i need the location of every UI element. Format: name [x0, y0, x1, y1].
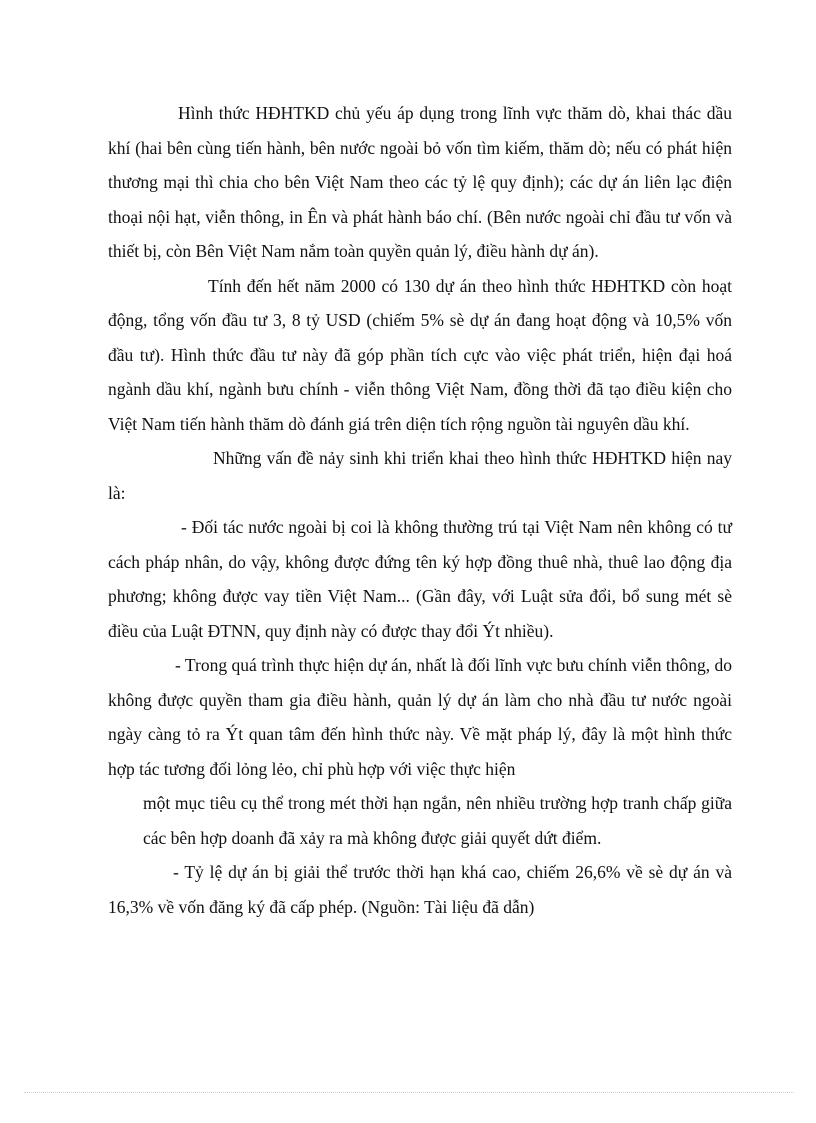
continuation-text: một mục tiêu cụ thể trong mét thời hạn ngắn, nên nhiều trường hợp tranh chấp giữa các bên hợp doanh đã xảy ra mà không được giải quyết dứt điểm. [143, 793, 732, 848]
paragraph-issues-intro: Những vấn đề nảy sinh khi triển khai theo hình thức HĐHTKD hiện nay là: [108, 448, 732, 503]
paragraph-hdhtkd-scope: Hình thức HĐHTKD chủ yếu áp dụng trong lĩnh vực thăm dò, khai thác dầu khí (hai bên cùng tiến hành, bên nước ngoài bỏ vốn tìm kiếm, thăm dò; nếu có phát hiện thương mại thì chia cho bên Việt Nam theo các tỷ lệ quy định); các dự án liên lạc điện thoại nội hạt, viễn thông, in Ên và phát hành báo chí. (Bên nước ngoài chỉ đầu tư vốn và thiết bị, còn Bên Việt Nam nắm toàn quyền quản lý, điều hành dự án). [108, 103, 732, 261]
paragraph-issue-legal-status: - Đối tác nước ngoài bị coi là không thường trú tại Việt Nam nên không có tư cách pháp nhân, do vậy, không được đứng tên ký hợp đồng thuê nhà, thuê lao động địa phương; không được vay tiền Việt Nam... (Gần đây, với Luật sửa đổi, bổ sung mét sè điều của Luật ĐTNN, quy định này có được thay đổi Ýt nhiều). [108, 517, 732, 641]
paragraph-hdhtkd-statistics: Tính đến hết năm 2000 có 130 dự án theo hình thức HĐHTKD còn hoạt động, tổng vốn đầu tư 3, 8 tỷ USD (chiếm 5% sè dự án đang hoạt động và 10,5% vốn đầu tư). Hình thức đầu tư này đã góp phần tích cực vào việc phát triển, hiện đại hoá ngành dầu khí, ngành bưu chính - viễn thông Việt Nam, đồng thời đã tạo điều kiện cho Việt Nam tiến hành thăm dò đánh giá trên diện tích rộng nguồn tài nguyên dầu khí. [108, 275, 732, 434]
paragraph-issue-dissolution-rate: - Tỷ lệ dự án bị giải thể trước thời hạn khá cao, chiếm 26,6% về sè dự án và 16,3% về vốn đăng ký đã cấp phép. (Nguồn: Tài liệu đã dẫn) [108, 862, 732, 917]
page-bottom-divider [24, 1092, 794, 1093]
paragraph-issue-telecom-management: - Trong quá trình thực hiện dự án, nhất là đối lĩnh vực bưu chính viễn thông, do không được quyền tham gia điều hành, quản lý dự án làm cho nhà đầu tư nước ngoài ngày càng tỏ ra Ýt quan tâm đến hình thức này. Về mặt pháp lý, đây là một hình thức hợp tác tương đối lỏng lẻo, chỉ phù hợp với việc thực hiện [108, 655, 732, 779]
document-body [108, 96, 732, 924]
paragraph-issue-telecom-continuation [108, 786, 732, 855]
